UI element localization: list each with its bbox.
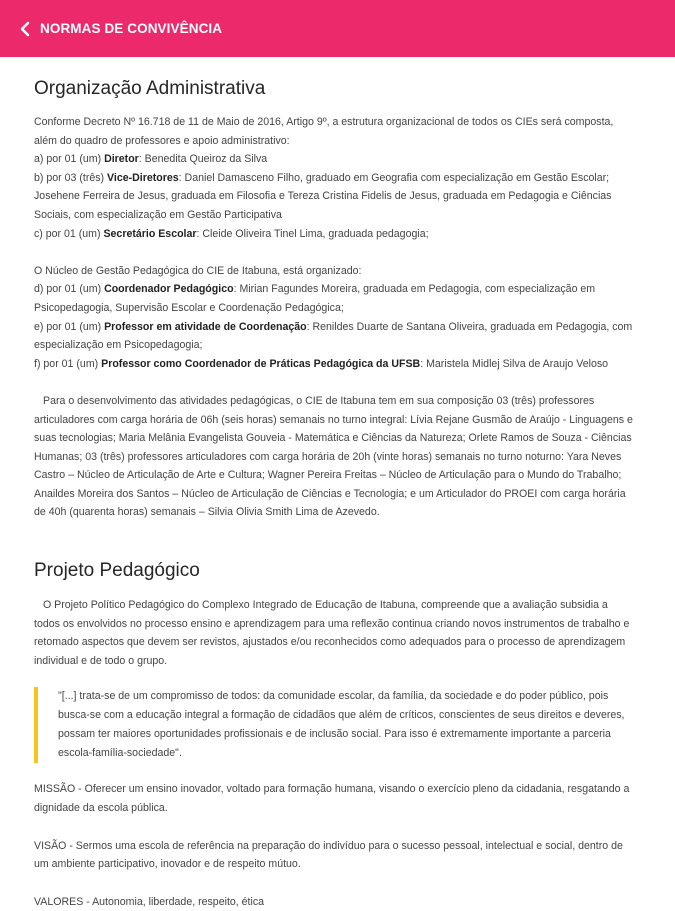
- nucleo-intro: O Núcleo de Gestão Pedagógica do CIE de Itabuna, está organizado:: [34, 264, 362, 277]
- back-button[interactable]: [14, 18, 36, 40]
- content: [0, 57, 675, 911]
- org-item-a: a) por 01 (um) Diretor: Benedita Queiroz da Silva: [34, 153, 268, 166]
- page-title: NORMAS DE CONVIVÊNCIA: [40, 21, 223, 36]
- org-item-c: c) por 01 (um) Secretário Escolar: Cleide Oliveira Tinel Lima, graduada pedagogia;: [34, 227, 429, 240]
- org-intro: Conforme Decreto Nº 16.718 de 11 de Maio de 2016, Artigo 9º, a estrutura organizacional de todos os CIEs será composta, além do quadro de professores e apoio administrativo:: [34, 116, 614, 147]
- org-list: [34, 113, 635, 243]
- org-item-b: b) por 03 (três) Vice-Diretores: Daniel Damasceno Filho, graduado em Geografia com especialização em Gestão Escolar; Josehene Ferreira de Jesus, graduada em Filosofia e Tereza Cristina Fidelis de Jesus, graduada em Pedagogia e Ciências Sociais, com especialização em Gestão Participativa: [34, 171, 612, 221]
- section-title-projeto: Projeto Pedagógico: [34, 560, 200, 582]
- app-header: [0, 0, 675, 57]
- org-item-f: f) por 01 (um) Professor como Coordenador de Práticas Pedagógica da UFSB: Maristela Midlej Silva de Araujo Veloso: [34, 357, 609, 370]
- org-item-d: d) por 01 (um) Coordenador Pedagógico: Mirian Fagundes Moreira, graduada em Pedagogia, com especialização em Psicopedagogia, Supervisão Escolar e Coordenação Pedagógica;: [34, 283, 596, 314]
- visao-text: VISÃO - Sermos uma escola de referência na preparação do indivíduo para o sucesso pessoal, intelectual e social, dentro de um ambiente participativo, inovador e de respeito mútuo.: [34, 839, 623, 871]
- blockquote: [34, 687, 635, 763]
- projeto-paragraph: O Projeto Político Pedagógico do Complexo Integrado de Educação de Itabuna, compreende que a avaliação subsidia a todos os envolvidos no processo ensino e aprendizagem para uma reflexão continua criando novos instrumentos de trabalho e retomado aspectos que devem ser revistos, ajustados e/ou reconhecidos como adequados para o processo de aprendizagem individual e de todo o grupo.: [34, 599, 630, 667]
- nucleo-list: [34, 262, 635, 374]
- articuladores-paragraph: Para o desenvolvimento das atividades pedagógicas, o CIE de Itabuna tem em sua composição 03 (três) professores articuladores com carga horária de 06h (seis horas) semanais no turno integral: Lívia Rejane Gusmão de Araújo - Linguagens e suas tecnologias; Maria Melânia Evangelista Gouveia - Matemática e Ciências da Natureza; Orlete Ramos de Souza - Ciências Humanas; 03 (três) professores articuladores com carga horária de 20h (vinte horas) semanais no turno noturno: Yara Neves Castro – Núcleo de Articulação de Arte e Cultura; Wagner Pereira Freitas – Núcleo de Articulação para o Mundo do Trabalho; Anaildes Moreira dos Santos – Núcleo de Articulação de Ciências e Tecnologia; e um Articulador do PROEI com carga horária de 40h (quarenta horas) semanais – Silvia Olivia Smith Lima de Azevedo.: [34, 394, 633, 519]
- chevron-left-icon: [19, 21, 31, 37]
- quote-text: "[...] trata-se de um compromisso de todos: da comunidade escolar, da família, da sociedade e do poder público, pois busca-se com a educação integral a formação de cidadãos que além de críticos, conscientes de seus direitos e deveres, possam ter maiores oportunidades profissionais e de inclusão social. Para isso é extremamente importante a parceria escola-família-sociedade".: [58, 690, 625, 760]
- valores-text: VALORES - Autonomia, liberdade, respeito, ética: [34, 895, 265, 908]
- missao-text: MISSÃO - Oferecer um ensino inovador, voltado para formação humana, visando o exercício pleno da cidadania, resgatando a dignidade da escola pública.: [34, 783, 630, 815]
- section-title-organizacao: Organização Administrativa: [34, 78, 266, 99]
- org-item-e: e) por 01 (um) Professor em atividade de Coordenação: Renildes Duarte de Santana Oliveira, graduada em Pedagogia, com especialização em Psicopedagogia;: [34, 320, 633, 352]
